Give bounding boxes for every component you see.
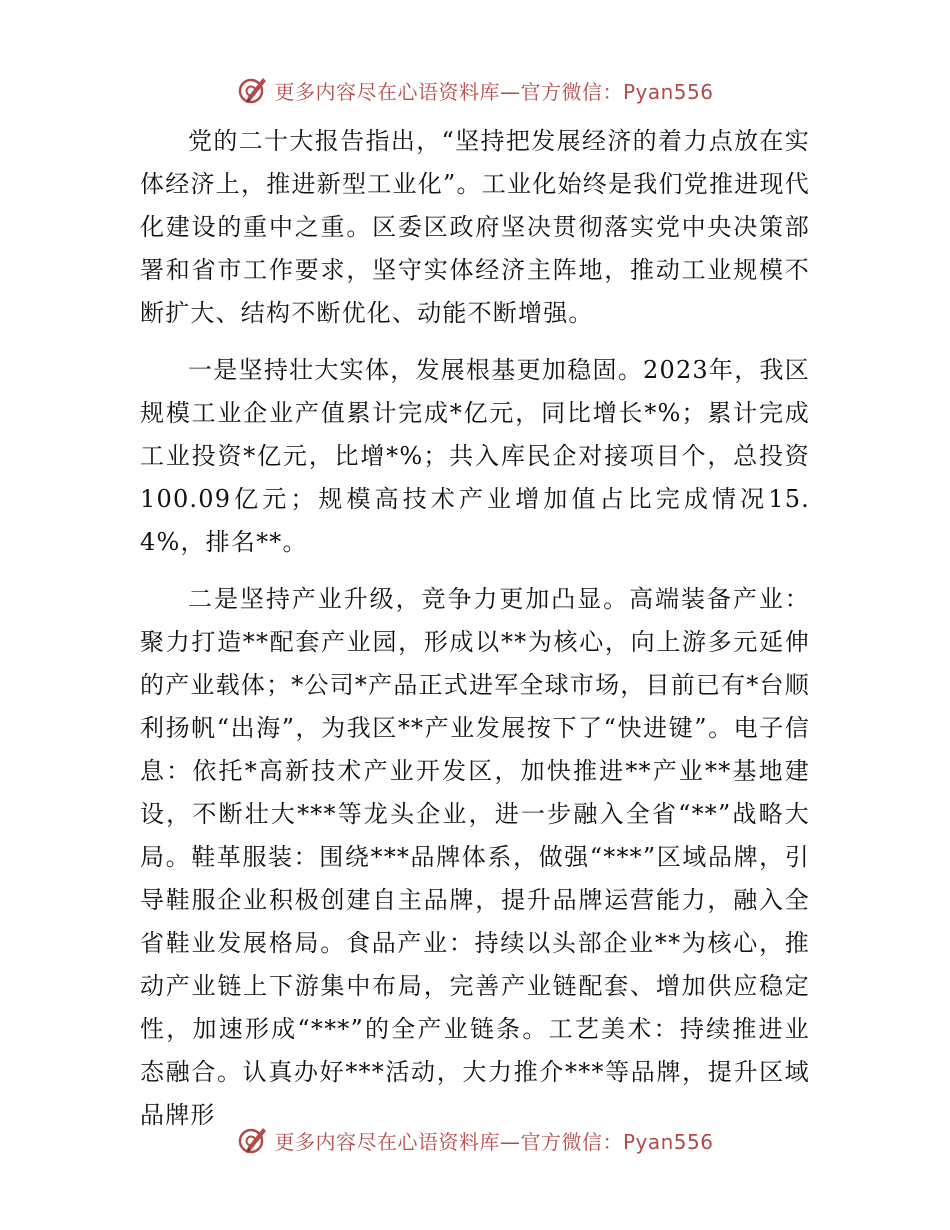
header-watermark bbox=[0, 70, 950, 110]
document-body bbox=[140, 120, 810, 1151]
watermark-text: 更多内容尽在心语资料库—官方微信：Pyan556 bbox=[274, 1129, 714, 1154]
paragraph-point-two: 二是坚持产业升级，竞争力更加凸显。高端装备产业：聚力打造**配套产业园，形成以**为核心，向上游多元延伸的产业载体；*公司*产品正式进军全球市场，目前已有*台顺利扬帆“出海”，为我区**产业发展按下了“快进键”。电子信息：依托*高新技术产业开发区，加快推进**产业**基地建设，不断壮大***等龙头企业，进一步融入全省“**”战略大局。鞋革服装：围绕***品牌体系，做强“***”区域品牌，引导鞋服企业积极创建自主品牌，提升品牌运营能力，融入全省鞋业发展格局。食品产业：持续以头部企业**为核心，推动产业链上下游集中布局，完善产业链配套、增加供应稳定性，加速形成“***”的全产业链条。工艺美术：持续推进业态融合。认真办好***活动，大力推介***等品牌，提升区域品牌形 bbox=[140, 585, 810, 1129]
paragraph-point-one: 一是坚持壮大实体，发展根基更加稳固。2023年，我区规模工业企业产值累计完成*亿元，同比增长*%；累计完成工业投资*亿元，比增*%；共入库民企对接项目个，总投资100.09亿元；规模高技术产业增加值占比完成情况15.4%，排名**。 bbox=[140, 356, 810, 556]
watermark-text: 更多内容尽在心语资料库—官方微信：Pyan556 bbox=[274, 79, 714, 104]
footer-watermark bbox=[0, 1120, 950, 1160]
pen-logo-icon bbox=[236, 1124, 268, 1156]
pen-logo-icon bbox=[236, 74, 268, 106]
paragraph-intro: 党的二十大报告指出，“坚持把发展经济的着力点放在实体经济上，推进新型工业化”。工业化始终是我们党推进现代化建设的重中之重。区委区政府坚决贯彻落实党中央决策部署和省市工作要求，坚守实体经济主阵地，推动工业规模不断扩大、结构不断优化、动能不断增强。 bbox=[140, 127, 810, 327]
